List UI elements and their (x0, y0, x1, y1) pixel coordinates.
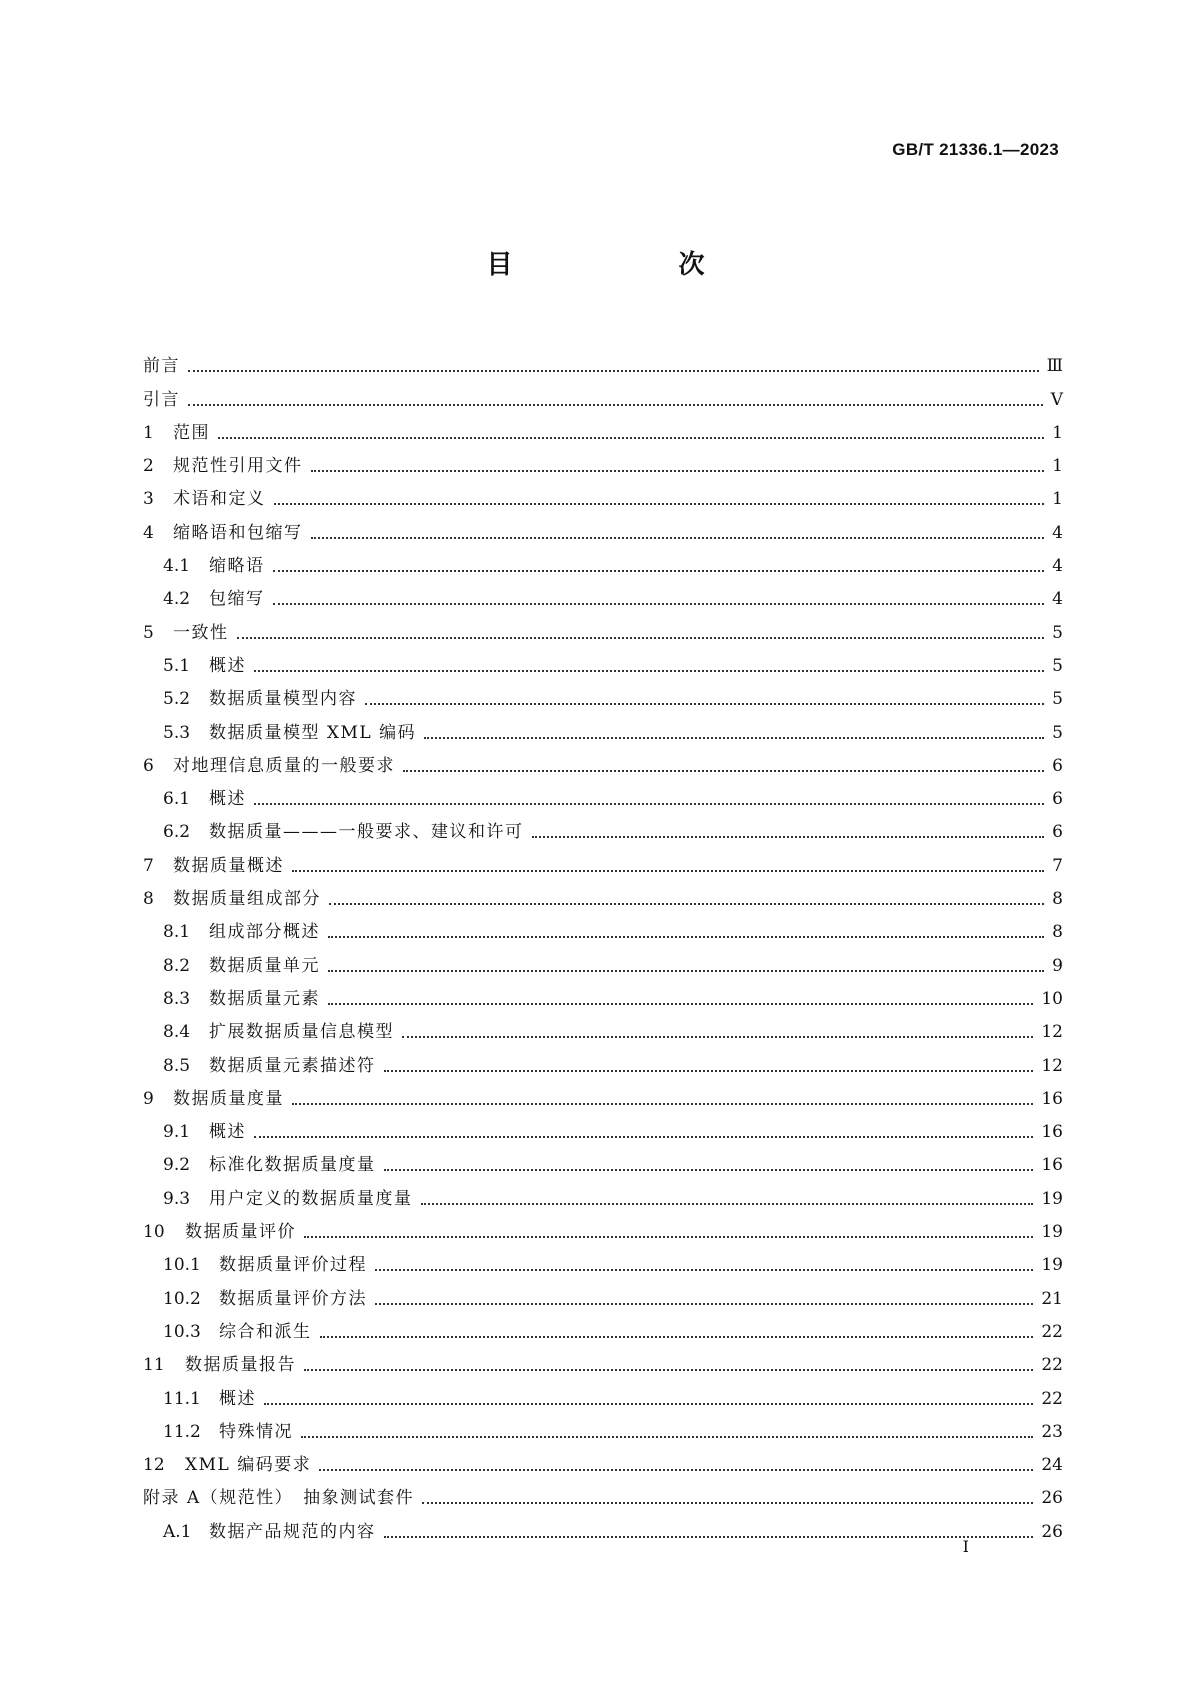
toc-entry[interactable] (143, 1176, 1063, 1209)
toc-entry-page: 1 (1052, 422, 1063, 443)
toc-entry[interactable] (143, 810, 1063, 843)
dot-leader (384, 1536, 1034, 1538)
dot-leader (254, 1136, 1033, 1138)
toc-entry[interactable] (143, 577, 1063, 610)
toc-entry-page: 23 (1041, 1421, 1063, 1442)
toc-entry-page: 16 (1041, 1155, 1063, 1176)
toc-entry-title: 概述 (209, 789, 246, 810)
dot-leader (237, 637, 1045, 639)
toc-entry-number: 8.3 (163, 988, 191, 1009)
toc-entry[interactable] (143, 544, 1063, 577)
toc-entry[interactable] (143, 710, 1063, 743)
toc-entry[interactable] (143, 344, 1063, 377)
toc-entry-title: 附录 A（规范性） 抽象测试套件 (143, 1488, 415, 1509)
toc-entry[interactable] (143, 977, 1063, 1010)
toc-entry-title: 对地理信息质量的一般要求 (173, 755, 395, 776)
toc-entry-number: 5 (143, 622, 154, 643)
toc-entry-number: 10 (143, 1222, 165, 1243)
toc-entry[interactable] (143, 1443, 1063, 1476)
toc-entry-number: 8 (143, 889, 154, 910)
toc-entry-page: 10 (1041, 988, 1063, 1009)
toc-entry-title: 综合和派生 (219, 1321, 312, 1342)
toc-entry-page: 8 (1052, 889, 1063, 910)
dot-leader (273, 603, 1045, 605)
toc-entry[interactable] (143, 1043, 1063, 1076)
toc-entry-page: 12 (1041, 1022, 1063, 1043)
toc-entry[interactable] (143, 1343, 1063, 1376)
toc-entry[interactable] (143, 1243, 1063, 1276)
dot-leader (421, 1203, 1034, 1205)
dot-leader (384, 1169, 1034, 1171)
toc-entry-page: 22 (1041, 1388, 1063, 1409)
dot-leader (403, 770, 1044, 772)
dot-leader (254, 803, 1044, 805)
toc-entry-page: 21 (1041, 1288, 1063, 1309)
dot-leader (319, 1469, 1033, 1471)
toc-entry[interactable] (143, 843, 1063, 876)
toc-entry-page: 9 (1052, 955, 1063, 976)
toc-entry-title: 数据质量元素描述符 (209, 1055, 376, 1076)
toc-entry-title: 缩略语和包缩写 (173, 522, 303, 543)
toc-entry-number: 6.1 (163, 789, 191, 810)
toc-entry-page: 5 (1052, 655, 1063, 676)
toc-entry-page: 4 (1052, 522, 1063, 543)
dot-leader (188, 404, 1043, 406)
toc-entry-title: 数据质量评价过程 (219, 1255, 367, 1276)
standard-code: GB/T 21336.1—2023 (892, 140, 1059, 159)
toc-entry-number: 9.3 (163, 1188, 191, 1209)
toc-entry-page: 6 (1052, 789, 1063, 810)
dot-leader (320, 1336, 1034, 1338)
toc-entry-page: 4 (1052, 556, 1063, 577)
toc-entry-title: 扩展数据质量信息模型 (209, 1022, 394, 1043)
toc-entry[interactable] (143, 677, 1063, 710)
toc-entry[interactable] (143, 377, 1063, 410)
toc-entry-number: 11.2 (163, 1421, 201, 1442)
dot-leader (328, 936, 1044, 938)
toc-entry-number: 4.2 (163, 589, 191, 610)
toc-entry[interactable] (143, 910, 1063, 943)
toc-entry[interactable] (143, 744, 1063, 777)
toc-entry[interactable] (143, 1476, 1063, 1509)
toc-entry-page: 19 (1041, 1255, 1063, 1276)
toc-entry[interactable] (143, 444, 1063, 477)
dot-leader (273, 570, 1045, 572)
toc-entry-title: 一致性 (173, 622, 229, 643)
toc-entry-page: 22 (1041, 1355, 1063, 1376)
toc-entry-number: 11.1 (163, 1388, 201, 1409)
toc-entry-number: 5.1 (163, 655, 191, 676)
dot-leader (311, 470, 1045, 472)
toc-entry-title: 数据质量单元 (209, 955, 320, 976)
toc-entry-page: 1 (1052, 456, 1063, 477)
toc-entry-page: 5 (1052, 622, 1063, 643)
toc-entry-page: 5 (1052, 722, 1063, 743)
toc-entry-title: 概述 (209, 1122, 246, 1143)
toc-entry-page: 26 (1041, 1488, 1063, 1509)
toc-entry-page: 6 (1052, 822, 1063, 843)
toc-entry-title: 引言 (143, 389, 180, 410)
toc-entry-number: 9.2 (163, 1155, 191, 1176)
toc-entry[interactable] (143, 1110, 1063, 1143)
toc-entry-title: 包缩写 (209, 589, 265, 610)
toc-entry-title: 范围 (173, 422, 210, 443)
toc-entry-title: 数据质量元素 (209, 988, 320, 1009)
dot-leader (365, 703, 1044, 705)
toc-entry-number: 5.3 (163, 722, 191, 743)
toc-entry-title: 术语和定义 (173, 489, 266, 510)
table-of-contents (143, 344, 1063, 1543)
toc-entry-number: 4.1 (163, 556, 191, 577)
toc-entry-page: 19 (1041, 1222, 1063, 1243)
toc-entry-page: 19 (1041, 1188, 1063, 1209)
toc-entry[interactable] (143, 1210, 1063, 1243)
toc-entry-page: 16 (1041, 1088, 1063, 1109)
dot-leader (375, 1303, 1033, 1305)
toc-entry-title: 数据产品规范的内容 (209, 1521, 376, 1542)
toc-entry-title: 缩略语 (209, 556, 265, 577)
toc-entry[interactable] (143, 1310, 1063, 1343)
toc-entry-title: 数据质量模型 XML 编码 (209, 722, 417, 743)
dot-leader (274, 503, 1045, 505)
toc-entry-title: 用户定义的数据质量度量 (209, 1188, 413, 1209)
toc-entry-number: 5.2 (163, 689, 191, 710)
toc-entry-page: 5 (1052, 689, 1063, 710)
toc-entry-number: 9.1 (163, 1122, 191, 1143)
dot-leader (254, 670, 1044, 672)
dot-leader (402, 1036, 1033, 1038)
toc-entry-page: Ⅲ (1046, 356, 1063, 377)
toc-entry-title: 特殊情况 (219, 1421, 293, 1442)
dot-leader (304, 1236, 1033, 1238)
toc-entry-number: 3 (143, 489, 154, 510)
dot-leader (532, 836, 1045, 838)
dot-leader (424, 737, 1044, 739)
dot-leader (188, 370, 1039, 372)
toc-entry-page: Ⅴ (1050, 389, 1063, 410)
toc-entry-page: 4 (1052, 589, 1063, 610)
toc-entry[interactable] (143, 1276, 1063, 1309)
toc-entry[interactable] (143, 877, 1063, 910)
toc-entry-title: XML 编码要求 (185, 1455, 312, 1476)
toc-entry-title: 数据质量概述 (173, 855, 284, 876)
dot-leader (218, 437, 1044, 439)
toc-entry-title: 数据质量评价 (185, 1222, 296, 1243)
toc-entry-page: 22 (1041, 1321, 1063, 1342)
dot-leader (292, 1103, 1033, 1105)
toc-entry-title: 组成部分概述 (209, 922, 320, 943)
toc-entry-number: 10.2 (163, 1288, 201, 1309)
toc-entry-title: 数据质量———一般要求、建议和许可 (209, 822, 524, 843)
toc-entry-title: 规范性引用文件 (173, 456, 303, 477)
toc-entry-title: 数据质量报告 (185, 1355, 296, 1376)
toc-entry-number: 8.2 (163, 955, 191, 976)
toc-entry-page: 1 (1052, 489, 1063, 510)
dot-leader (422, 1502, 1033, 1504)
toc-entry-number: 9 (143, 1088, 154, 1109)
toc-entry[interactable] (143, 510, 1063, 543)
toc-entry-number: 8.5 (163, 1055, 191, 1076)
toc-entry-number: 10.1 (163, 1255, 201, 1276)
dot-leader (304, 1369, 1033, 1371)
dot-leader (328, 1003, 1033, 1005)
toc-entry[interactable] (143, 943, 1063, 976)
dot-leader (301, 1436, 1033, 1438)
toc-entry-title: 概述 (219, 1388, 256, 1409)
page-number: Ⅰ (962, 1537, 969, 1556)
toc-entry-title: 概述 (209, 655, 246, 676)
dot-leader (384, 1070, 1034, 1072)
toc-entry-page: 6 (1052, 755, 1063, 776)
toc-entry-number: 8.1 (163, 922, 191, 943)
page-title: 目 次 (486, 250, 775, 280)
toc-entry-title: 数据质量评价方法 (219, 1288, 367, 1309)
toc-entry-number: 7 (143, 855, 154, 876)
toc-entry-title: 标准化数据质量度量 (209, 1155, 376, 1176)
toc-entry[interactable] (143, 644, 1063, 677)
toc-entry[interactable] (143, 1077, 1063, 1110)
toc-entry[interactable] (143, 1010, 1063, 1043)
toc-entry[interactable] (143, 1143, 1063, 1176)
toc-entry-title: 前言 (143, 356, 180, 377)
dot-leader (264, 1403, 1033, 1405)
toc-entry-page: 7 (1052, 855, 1063, 876)
toc-entry[interactable] (143, 610, 1063, 643)
toc-entry-page: 8 (1052, 922, 1063, 943)
toc-entry[interactable] (143, 1509, 1063, 1542)
toc-entry-number: 11 (143, 1355, 165, 1376)
toc-entry-number: 4 (143, 522, 154, 543)
toc-entry[interactable] (143, 1410, 1063, 1443)
toc-entry-title: 数据质量组成部分 (173, 889, 321, 910)
toc-entry-number: A.1 (163, 1521, 192, 1542)
toc-entry[interactable] (143, 477, 1063, 510)
toc-entry-page: 16 (1041, 1122, 1063, 1143)
toc-entry-number: 1 (143, 422, 154, 443)
toc-entry-title: 数据质量模型内容 (209, 689, 357, 710)
dot-leader (311, 537, 1045, 539)
toc-entry-title: 数据质量度量 (173, 1088, 284, 1109)
toc-entry-number: 6.2 (163, 822, 191, 843)
toc-entry-page: 26 (1041, 1521, 1063, 1542)
toc-entry-number: 12 (143, 1455, 165, 1476)
toc-entry-number: 2 (143, 456, 154, 477)
toc-entry-page: 24 (1041, 1455, 1063, 1476)
dot-leader (329, 903, 1044, 905)
toc-entry-number: 6 (143, 755, 154, 776)
dot-leader (292, 870, 1044, 872)
dot-leader (328, 970, 1044, 972)
toc-entry-number: 8.4 (163, 1022, 191, 1043)
toc-entry[interactable] (143, 411, 1063, 444)
toc-entry-number: 10.3 (163, 1321, 201, 1342)
toc-entry[interactable] (143, 777, 1063, 810)
toc-entry[interactable] (143, 1376, 1063, 1409)
toc-entry-page: 12 (1041, 1055, 1063, 1076)
dot-leader (375, 1269, 1033, 1271)
